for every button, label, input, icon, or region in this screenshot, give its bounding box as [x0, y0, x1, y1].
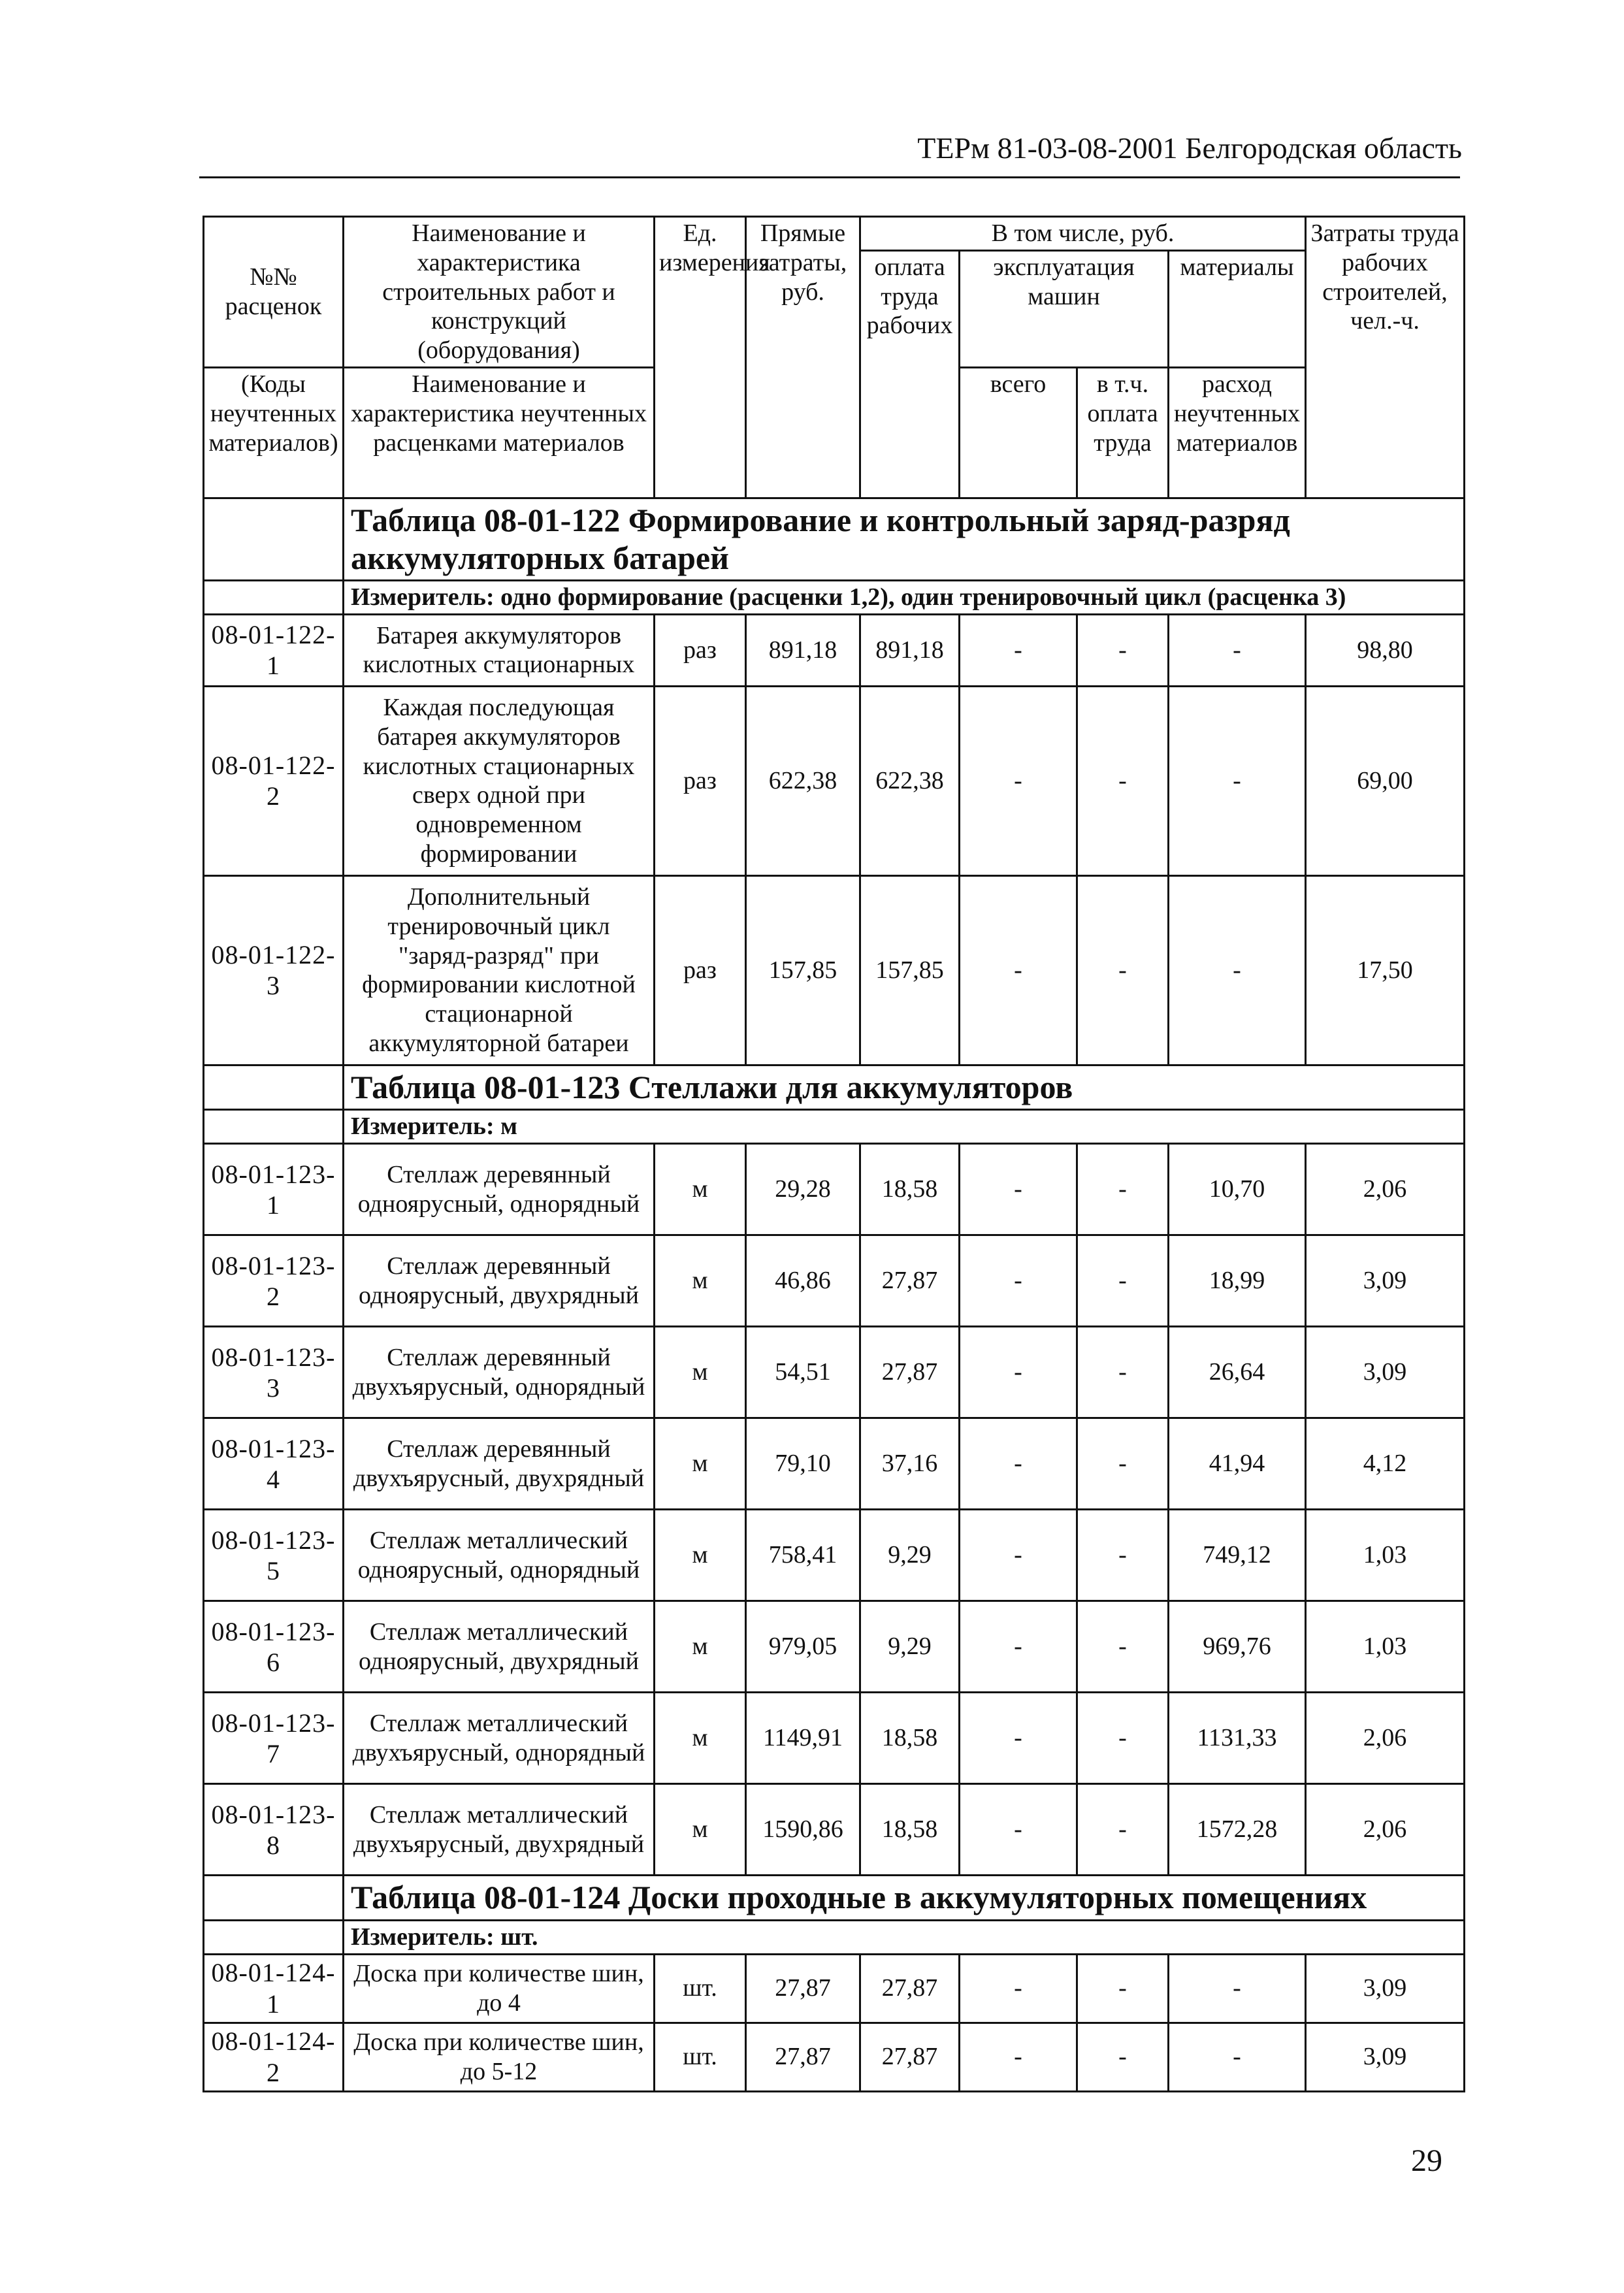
section-title-row [204, 498, 1465, 581]
unit-cell: м [655, 1418, 746, 1510]
unit-cell: м [655, 1235, 746, 1327]
labor-cost: 2,06 [1306, 1144, 1465, 1235]
rate-code: 08-01-123-8 [204, 1784, 344, 1876]
section-meter: Измеритель: шт. [344, 1920, 1465, 1954]
machines-total: - [960, 1235, 1077, 1327]
machines-wages: - [1077, 1327, 1169, 1418]
direct-cost: 979,05 [746, 1601, 860, 1693]
col-direct-header: Прямые затраты, руб. [746, 217, 860, 498]
table-row [204, 686, 1465, 875]
rate-code: 08-01-123-6 [204, 1601, 344, 1693]
rate-code: 08-01-124-1 [204, 1954, 344, 2023]
machines-total: - [960, 1510, 1077, 1601]
empty-cell [204, 581, 344, 615]
unit-cell: раз [655, 686, 746, 875]
col-code-sub-header: (Коды неучтенных материалов) [204, 368, 344, 498]
rate-code: 08-01-123-5 [204, 1510, 344, 1601]
section-title-row [204, 1065, 1465, 1110]
materials-cost: - [1169, 686, 1306, 875]
machines-total: - [960, 1954, 1077, 2023]
unit-cell: м [655, 1601, 746, 1693]
labor-cost: 4,12 [1306, 1418, 1465, 1510]
col-labor-header: Затраты труда рабочих строителей, чел.-ч. [1306, 217, 1465, 498]
rate-name: Стеллаж металлический одноярусный, двухрядный [344, 1601, 655, 1693]
section-meter-row [204, 581, 1465, 615]
unit-cell: м [655, 1693, 746, 1784]
table-row [204, 1144, 1465, 1235]
document-header: ТЕРм 81-03-08-2001 Белгородская область [917, 131, 1462, 165]
table-row [204, 1954, 1465, 2023]
machines-total: - [960, 1418, 1077, 1510]
rate-code: 08-01-122-2 [204, 686, 344, 875]
materials-cost: 18,99 [1169, 1235, 1306, 1327]
wages-cost: 27,87 [860, 1954, 960, 2023]
section-meter: Измеритель: м [344, 1110, 1465, 1144]
unit-cell: м [655, 1510, 746, 1601]
wages-cost: 18,58 [860, 1144, 960, 1235]
labor-cost: 98,80 [1306, 614, 1465, 686]
machines-total: - [960, 1144, 1077, 1235]
rate-name: Каждая последующая батарея аккумуляторов кислотных стационарных сверх одной при одновременном формировании [344, 686, 655, 875]
materials-cost: 749,12 [1169, 1510, 1306, 1601]
machines-wages: - [1077, 875, 1169, 1065]
machines-wages: - [1077, 1954, 1169, 2023]
unit-cell: м [655, 1327, 746, 1418]
rate-name: Стеллаж металлический двухъярусный, однорядный [344, 1693, 655, 1784]
unit-cell: шт. [655, 2023, 746, 2091]
direct-cost: 79,10 [746, 1418, 860, 1510]
direct-cost: 1149,91 [746, 1693, 860, 1784]
materials-cost: 10,70 [1169, 1144, 1306, 1235]
wages-cost: 891,18 [860, 614, 960, 686]
section-title-row [204, 1876, 1465, 1921]
section-meter-row [204, 1110, 1465, 1144]
table-row [204, 1418, 1465, 1510]
rate-name: Доска при количестве шин, до 5-12 [344, 2023, 655, 2091]
rate-code: 08-01-123-3 [204, 1327, 344, 1418]
machines-total: - [960, 686, 1077, 875]
empty-cell [204, 1920, 344, 1954]
machines-wages: - [1077, 686, 1169, 875]
wages-cost: 18,58 [860, 1693, 960, 1784]
labor-cost: 2,06 [1306, 1784, 1465, 1876]
machines-wages: - [1077, 1235, 1169, 1327]
table-row [204, 2023, 1465, 2091]
unit-cell: шт. [655, 1954, 746, 2023]
rate-name: Батарея аккумуляторов кислотных стационарных [344, 614, 655, 686]
machines-wages: - [1077, 1693, 1169, 1784]
section-title: Таблица 08-01-123 Стеллажи для аккумуляторов [344, 1065, 1465, 1110]
wages-cost: 27,87 [860, 1235, 960, 1327]
machines-total: - [960, 2023, 1077, 2091]
empty-cell [204, 1065, 344, 1110]
rate-name: Стеллаж металлический двухъярусный, двухрядный [344, 1784, 655, 1876]
direct-cost: 891,18 [746, 614, 860, 686]
unit-cell: м [655, 1144, 746, 1235]
wages-cost: 18,58 [860, 1784, 960, 1876]
machines-total: - [960, 614, 1077, 686]
direct-cost: 29,28 [746, 1144, 860, 1235]
wages-cost: 37,16 [860, 1418, 960, 1510]
col-incl-header: В том числе, руб. [860, 217, 1306, 251]
col-name-sub-header: Наименование и характеристика неучтенных расценками материалов [344, 368, 655, 498]
labor-cost: 1,03 [1306, 1510, 1465, 1601]
materials-cost: - [1169, 614, 1306, 686]
rate-code: 08-01-122-3 [204, 875, 344, 1065]
labor-cost: 2,06 [1306, 1693, 1465, 1784]
table-row [204, 614, 1465, 686]
machines-total: - [960, 1784, 1077, 1876]
materials-cost: 1572,28 [1169, 1784, 1306, 1876]
col-machines-wages-header: в т.ч. оплата труда [1077, 368, 1169, 498]
rates-table [203, 216, 1465, 2092]
rate-name: Стеллаж деревянный двухъярусный, двухрядный [344, 1418, 655, 1510]
table-row [204, 1235, 1465, 1327]
col-unit-header: Ед. измерения [655, 217, 746, 498]
materials-cost: 41,94 [1169, 1418, 1306, 1510]
machines-wages: - [1077, 1784, 1169, 1876]
table-row [204, 1693, 1465, 1784]
page-number: 29 [1411, 2143, 1442, 2178]
rate-code: 08-01-122-1 [204, 614, 344, 686]
table-row [204, 1601, 1465, 1693]
materials-cost: - [1169, 2023, 1306, 2091]
labor-cost: 3,09 [1306, 1235, 1465, 1327]
table-body [204, 498, 1465, 2091]
direct-cost: 758,41 [746, 1510, 860, 1601]
machines-wages: - [1077, 1601, 1169, 1693]
col-machines-total-header: всего [960, 368, 1077, 498]
materials-cost: 26,64 [1169, 1327, 1306, 1418]
labor-cost: 3,09 [1306, 1327, 1465, 1418]
col-unaccounted-header: расход неучтенных материалов [1169, 368, 1306, 498]
empty-cell [204, 1876, 344, 1921]
col-wages-header: оплата труда рабочих [860, 250, 960, 498]
machines-wages: - [1077, 1418, 1169, 1510]
direct-cost: 27,87 [746, 1954, 860, 2023]
col-machines-header: эксплуатация машин [960, 250, 1169, 367]
wages-cost: 622,38 [860, 686, 960, 875]
machines-wages: - [1077, 2023, 1169, 2091]
empty-cell [204, 498, 344, 581]
rate-name: Стеллаж деревянный одноярусный, двухрядный [344, 1235, 655, 1327]
empty-cell [204, 1110, 344, 1144]
machines-total: - [960, 1327, 1077, 1418]
direct-cost: 157,85 [746, 875, 860, 1065]
rate-name: Стеллаж металлический одноярусный, однорядный [344, 1510, 655, 1601]
direct-cost: 622,38 [746, 686, 860, 875]
labor-cost: 3,09 [1306, 2023, 1465, 2091]
machines-total: - [960, 875, 1077, 1065]
col-materials-header: материалы [1169, 250, 1306, 367]
wages-cost: 27,87 [860, 1327, 960, 1418]
table-header [204, 217, 1465, 498]
materials-cost: - [1169, 1954, 1306, 2023]
section-meter: Измеритель: одно формирование (расценки 1,2), один тренировочный цикл (расценка 3) [344, 581, 1465, 615]
section-title: Таблица 08-01-124 Доски проходные в аккумуляторных помещениях [344, 1876, 1465, 1921]
wages-cost: 9,29 [860, 1601, 960, 1693]
rate-code: 08-01-124-2 [204, 2023, 344, 2091]
materials-cost: 1131,33 [1169, 1693, 1306, 1784]
rate-code: 08-01-123-1 [204, 1144, 344, 1235]
col-name-header: Наименование и характеристика строительных работ и конструкций (оборудования) [344, 217, 655, 368]
unit-cell: м [655, 1784, 746, 1876]
rate-name: Стеллаж деревянный двухъярусный, однорядный [344, 1327, 655, 1418]
section-title: Таблица 08-01-122 Формирование и контрольный заряд-разряд аккумуляторных батарей [344, 498, 1465, 581]
wages-cost: 9,29 [860, 1510, 960, 1601]
materials-cost: 969,76 [1169, 1601, 1306, 1693]
rate-code: 08-01-123-4 [204, 1418, 344, 1510]
direct-cost: 46,86 [746, 1235, 860, 1327]
rate-name: Стеллаж деревянный одноярусный, однорядный [344, 1144, 655, 1235]
wages-cost: 27,87 [860, 2023, 960, 2091]
table-row [204, 1327, 1465, 1418]
direct-cost: 1590,86 [746, 1784, 860, 1876]
rate-code: 08-01-123-7 [204, 1693, 344, 1784]
rate-code: 08-01-123-2 [204, 1235, 344, 1327]
labor-cost: 1,03 [1306, 1601, 1465, 1693]
machines-wages: - [1077, 1510, 1169, 1601]
wages-cost: 157,85 [860, 875, 960, 1065]
materials-cost: - [1169, 875, 1306, 1065]
labor-cost: 17,50 [1306, 875, 1465, 1065]
table-row [204, 1784, 1465, 1876]
labor-cost: 69,00 [1306, 686, 1465, 875]
machines-total: - [960, 1601, 1077, 1693]
rate-name: Дополнительный тренировочный цикл "заряд-разряд" при формировании кислотной стационарной аккумуляторной батареи [344, 875, 655, 1065]
unit-cell: раз [655, 875, 746, 1065]
col-code-header: №№ расценок [204, 217, 344, 368]
machines-wages: - [1077, 1144, 1169, 1235]
direct-cost: 54,51 [746, 1327, 860, 1418]
section-meter-row [204, 1920, 1465, 1954]
unit-cell: раз [655, 614, 746, 686]
machines-wages: - [1077, 614, 1169, 686]
labor-cost: 3,09 [1306, 1954, 1465, 2023]
table-row [204, 1510, 1465, 1601]
table-row [204, 875, 1465, 1065]
rate-name: Доска при количестве шин, до 4 [344, 1954, 655, 2023]
machines-total: - [960, 1693, 1077, 1784]
header-rule [199, 176, 1460, 178]
direct-cost: 27,87 [746, 2023, 860, 2091]
